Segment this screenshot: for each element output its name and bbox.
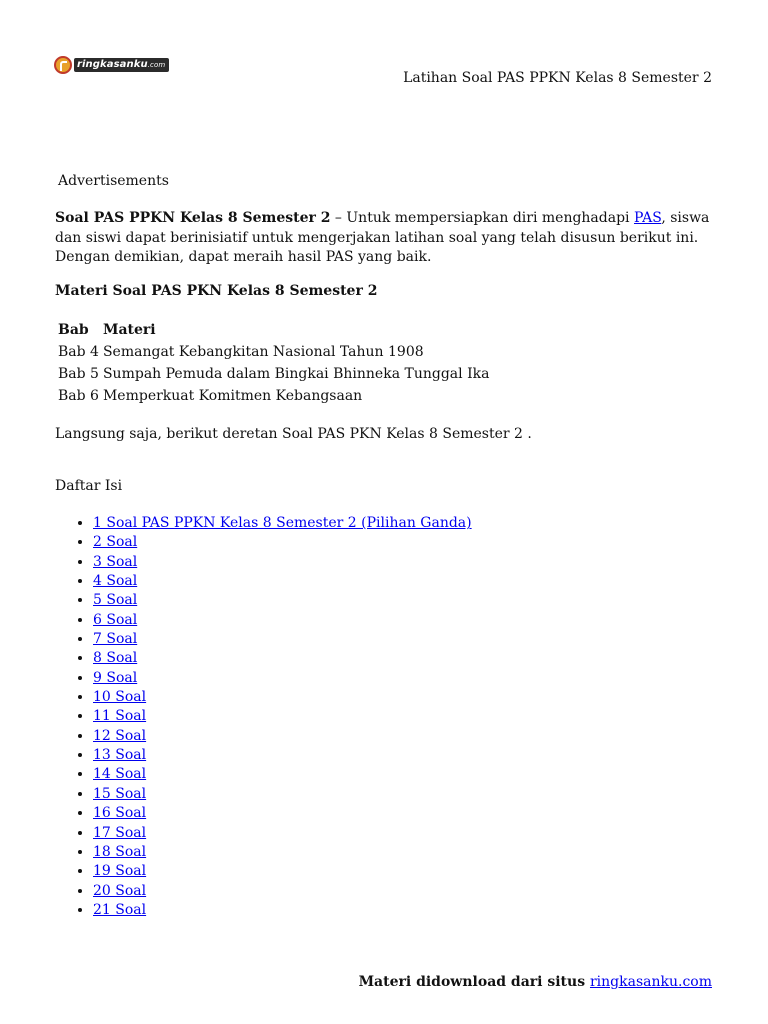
toc-item — [93, 649, 472, 668]
toc-link[interactable]: 18 Soal — [93, 843, 147, 860]
site-logo[interactable] — [54, 56, 169, 74]
toc-link[interactable]: 7 Soal — [93, 631, 138, 648]
toc-link[interactable]: 15 Soal — [93, 785, 147, 802]
materi-heading: Materi Soal PAS PKN Kelas 8 Semester 2 — [55, 283, 378, 299]
table-cell-materi: Sumpah Pemuda dalam Bingkai Bhinneka Tunggal Ika — [102, 366, 490, 382]
toc-item — [93, 746, 472, 765]
toc-item — [93, 514, 472, 533]
toc-item — [93, 707, 472, 726]
toc-link[interactable]: 3 Soal — [93, 553, 138, 570]
table-row — [56, 385, 491, 407]
toc-list — [55, 514, 472, 920]
page-header-title: Latihan Soal PAS PPKN Kelas 8 Semester 2 — [403, 70, 712, 86]
toc-item — [93, 533, 472, 552]
toc-link[interactable]: 14 Soal — [93, 766, 147, 783]
toc-link[interactable]: 6 Soal — [93, 611, 138, 628]
toc-item — [93, 804, 472, 823]
toc-link[interactable]: 20 Soal — [93, 882, 147, 899]
table-cell-bab: Bab 5 — [58, 366, 99, 382]
footer-site-link[interactable]: ringkasanku.com — [589, 974, 712, 990]
table-header-row — [56, 319, 491, 341]
toc-link[interactable]: 8 Soal — [93, 650, 138, 667]
footer-attribution — [359, 974, 712, 990]
table-header-bab: Bab — [58, 322, 89, 338]
intro-text-after: , siswa dan siswi dapat berinisiatif untuk mengerjakan latihan soal yang telah disusun berikut ini. Dengan demikian, dapat meraih hasil PAS yang baik. — [55, 210, 710, 265]
toc-link[interactable]: 19 Soal — [93, 863, 147, 880]
toc-item — [93, 765, 472, 784]
intro-paragraph — [55, 209, 715, 268]
toc-item — [93, 669, 472, 688]
toc-item — [93, 785, 472, 804]
toc-link[interactable]: 5 Soal — [93, 592, 138, 609]
toc-link[interactable]: 16 Soal — [93, 805, 147, 822]
toc-item — [93, 882, 472, 901]
toc-item — [93, 727, 472, 746]
toc-item — [93, 630, 472, 649]
footer-text: Materi didownload dari situs — [358, 974, 590, 990]
toc-item — [93, 591, 472, 610]
toc-link[interactable]: 10 Soal — [93, 689, 147, 706]
toc-link[interactable]: 9 Soal — [93, 669, 138, 686]
toc-item — [93, 824, 472, 843]
toc-title: Daftar Isi — [55, 478, 123, 494]
materi-table — [56, 319, 491, 407]
toc-item — [93, 688, 472, 707]
toc-link[interactable]: 2 Soal — [93, 534, 138, 551]
table-header-materi: Materi — [102, 322, 156, 338]
toc-link[interactable]: 11 Soal — [93, 708, 147, 725]
langsung-text: Langsung saja, berikut deretan Soal PAS PKN Kelas 8 Semester 2 . — [55, 426, 532, 442]
table-row — [56, 341, 491, 363]
table-cell-materi: Semangat Kebangkitan Nasional Tahun 1908 — [102, 344, 424, 360]
toc-link[interactable]: 13 Soal — [93, 747, 147, 764]
toc-link[interactable]: 4 Soal — [93, 573, 138, 590]
pas-link[interactable]: PAS — [633, 210, 662, 226]
toc-item — [93, 843, 472, 862]
intro-text-before: – Untuk mempersiapkan diri menghadapi — [330, 210, 634, 226]
toc-link[interactable]: 21 Soal — [93, 901, 147, 918]
toc-link[interactable]: 12 Soal — [93, 727, 147, 744]
toc-item — [93, 862, 472, 881]
toc-item — [93, 901, 472, 920]
table-cell-materi: Memperkuat Komitmen Kebangsaan — [102, 388, 363, 404]
logo-icon — [54, 56, 72, 74]
table-cell-bab: Bab 6 — [58, 388, 99, 404]
intro-bold-title: Soal PAS PPKN Kelas 8 Semester 2 — [55, 210, 331, 226]
table-row — [56, 363, 491, 385]
logo-wordmark: ringkasanku.com — [74, 58, 169, 72]
toc-item — [93, 572, 472, 591]
toc-link[interactable]: 17 Soal — [93, 824, 147, 841]
table-cell-bab: Bab 4 — [58, 344, 99, 360]
toc-item — [93, 553, 472, 572]
toc-item — [93, 611, 472, 630]
toc-link[interactable]: 1 Soal PAS PPKN Kelas 8 Semester 2 (Pilihan Ganda) — [93, 515, 472, 531]
advertisements-label: Advertisements — [58, 173, 169, 189]
